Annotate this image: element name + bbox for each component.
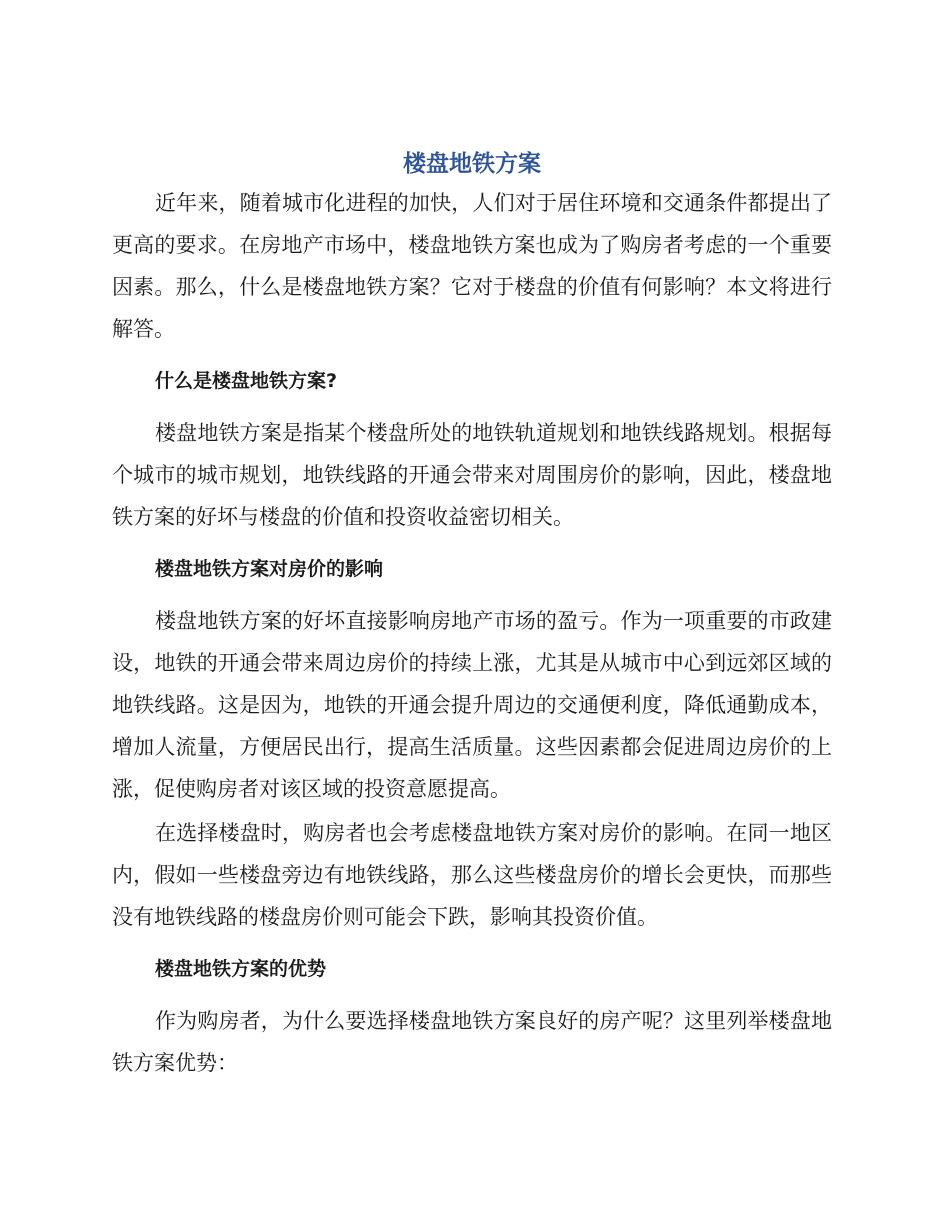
section-heading-advantages: 楼盘地铁方案的优势 (155, 958, 327, 980)
spacer (112, 350, 832, 364)
section-paragraph: 楼盘地铁方案的好坏直接影响房地产市场的盈亏。作为一项重要的市政建设，地铁的开通会带来周边房价的持续上涨，尤其是从城市中心到远郊区域的地铁线路。这是因为，地铁的开通会提升周边的交通便利度，降低通勤成本，增加人流量，方便居民出行，提高生活质量。这些因素都会促进周边房价的上涨，促使购房者对该区域的投资意愿提高。 (112, 609, 832, 801)
section-paragraph: 在选择楼盘时，购房者也会考虑楼盘地铁方案对房价的影响。在同一地区内，假如一些楼盘旁边有地铁线路，那么这些楼盘房价的增长会更快，而那些没有地铁线路的楼盘房价则可能会下跌，影响其投资价值。 (112, 821, 832, 929)
section-paragraph: 作为购房者，为什么要选择楼盘地铁方案良好的房产呢？这里列举楼盘地铁方案优势： (112, 1009, 832, 1075)
document-page (112, 148, 832, 1084)
spacer (112, 398, 832, 412)
spacer (112, 986, 832, 1000)
spacer (112, 586, 832, 600)
document-title: 楼盘地铁方案 (403, 151, 541, 177)
intro-paragraph: 近年来，随着城市化进程的加快，人们对于居住环境和交通条件都提出了更高的要求。在房地产市场中，楼盘地铁方案也成为了购房者考虑的一个重要因素。那么，什么是楼盘地铁方案？它对于楼盘的价值有何影响？本文将进行解答。 (112, 191, 832, 341)
section-heading-what-is: 什么是楼盘地铁方案? (155, 370, 338, 392)
section-paragraph: 楼盘地铁方案是指某个楼盘所处的地铁轨道规划和地铁线路规划。根据每个城市的城市规划，地铁线路的开通会带来对周围房价的影响，因此，楼盘地铁方案的好坏与楼盘的价值和投资收益密切相关。 (112, 421, 832, 529)
spacer (112, 938, 832, 952)
spacer (112, 538, 832, 552)
section-heading-price-impact: 楼盘地铁方案对房价的影响 (155, 558, 384, 580)
